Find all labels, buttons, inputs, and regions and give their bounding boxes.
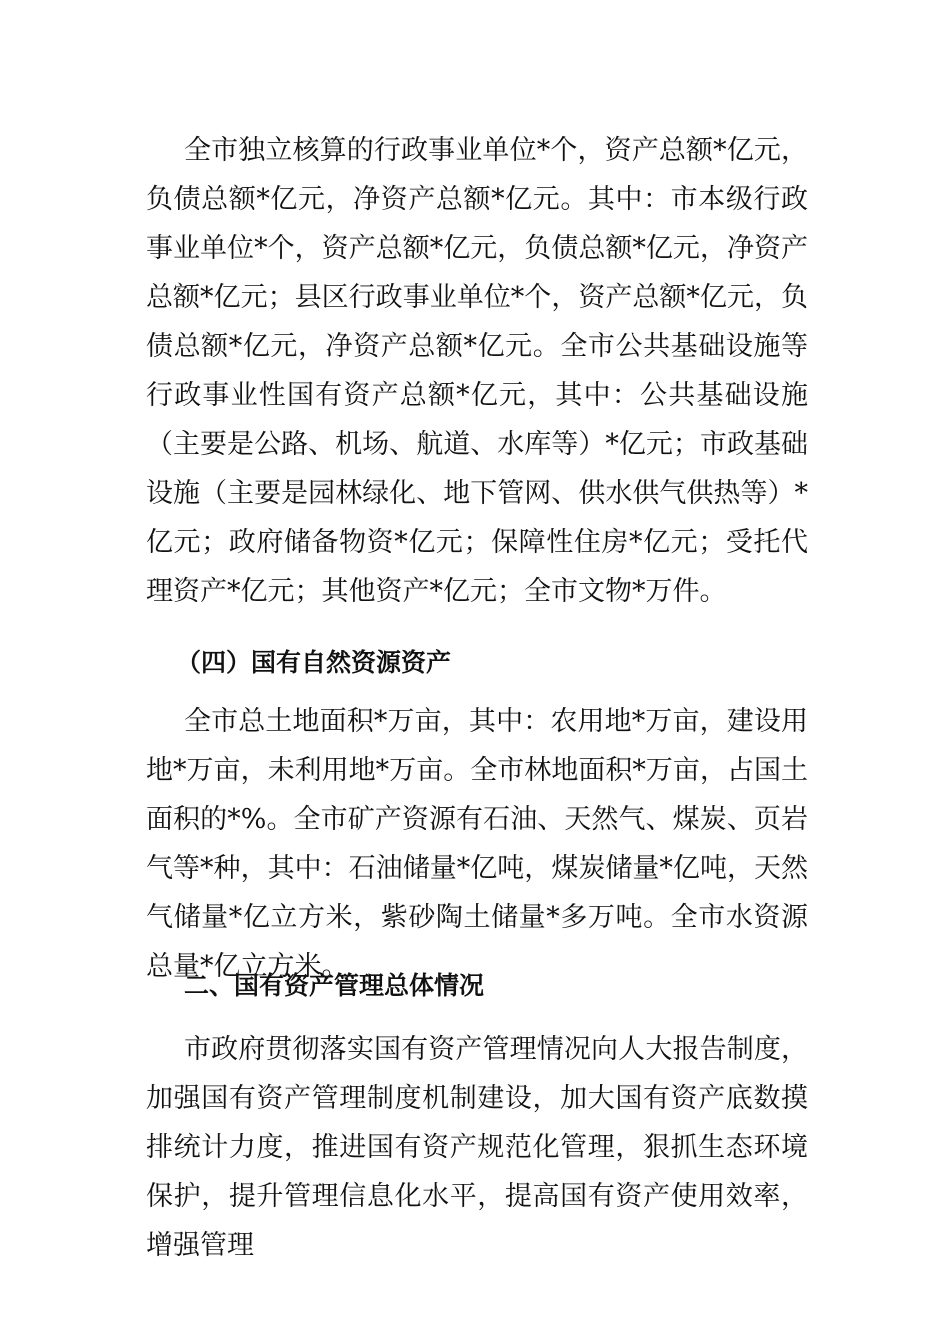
paragraph-natural-resources: 全市总土地面积*万亩，其中：农用地*万亩，建设用地*万亩，未利用地*万亩。全市林地面积*万亩，占国土面积的*%。全市矿产资源有石油、天然气、煤炭、页岩气等*种，其中：石油储量*亿吨，煤炭储量*亿吨，天然气储量*亿立方米，紫砂陶土储量*多万吨。全市水资源总量*亿立方米。 [146,706,808,982]
paragraph-admin-assets: 全市独立核算的行政事业单位*个，资产总额*亿元，负债总额*亿元，净资产总额*亿元。其中：市本级行政事业单位*个，资产总额*亿元，负债总额*亿元，净资产总额*亿元；县区行政事业单位*个，资产总额*亿元，负债总额*亿元，净资产总额*亿元。全市公共基础设施等行政事业性国有资产总额*亿元，其中：公共基础设施（主要是公路、机场、航道、水库等）*亿元；市政基础设施（主要是园林绿化、地下管网、供水供气供热等）*亿元；政府储备物资*亿元；保障性住房*亿元；受托代理资产*亿元；其他资产*亿元；全市文物*万件。 [146,135,808,607]
section-heading-management-overview: 二、国有资产管理总体情况 [184,971,485,1000]
paragraph-management-overview: 市政府贯彻落实国有资产管理情况向人大报告制度，加强国有资产管理制度机制建设，加大国有资产底数摸排统计力度，推进国有资产规范化管理，狠抓生态环境保护，提升管理信息化水平，提高国有资产使用效率，增强管理 [146,1034,808,1261]
section-heading-natural-resources: （四）国有自然资源资产 [176,648,452,677]
